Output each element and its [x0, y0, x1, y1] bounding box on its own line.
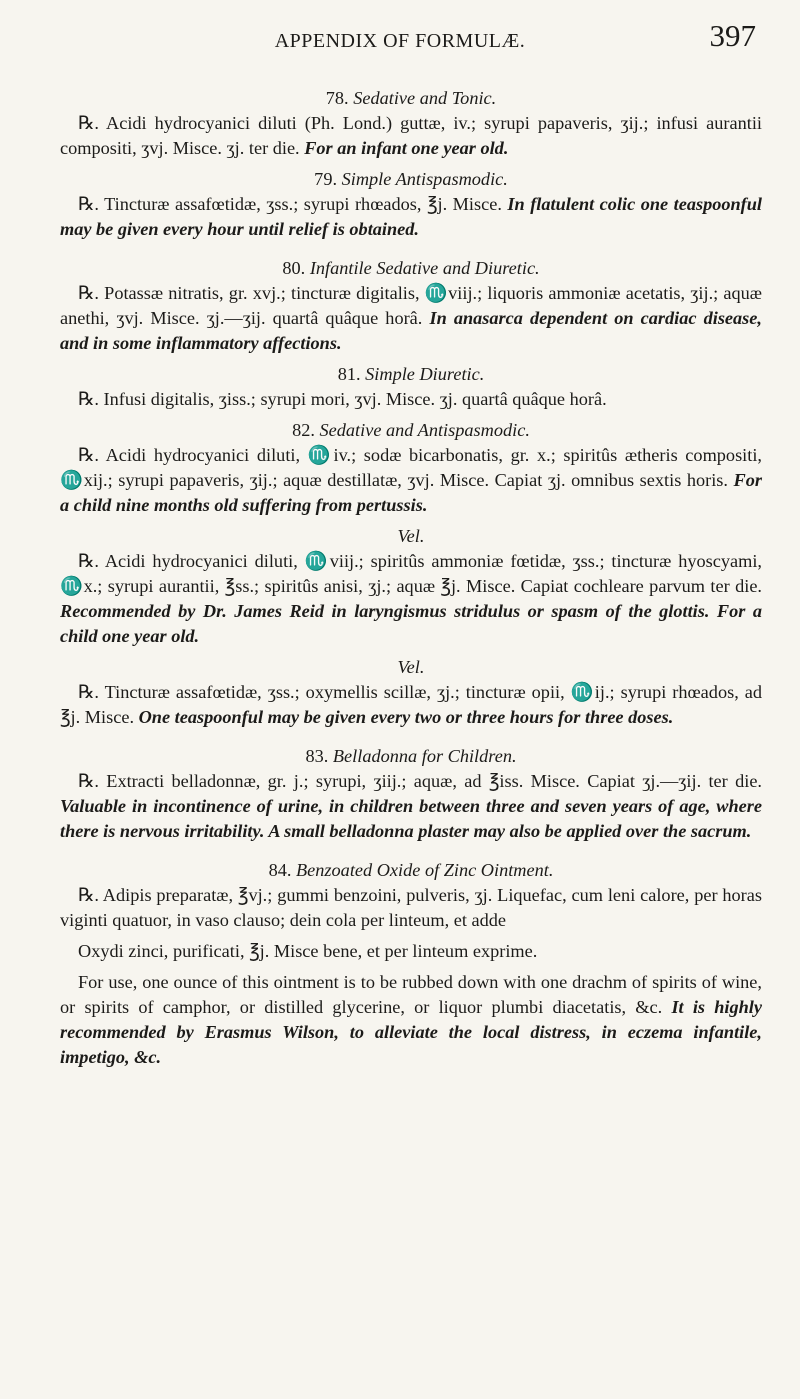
- entry-title-text: Simple Antispasmodic.: [341, 169, 508, 189]
- entry-number: 81.: [337, 364, 361, 384]
- formula-text: ℞. Infusi digitalis, ʒiss.; syrupi mori, ʒvj. Misce. ʒj. quartâ quâque horâ.: [78, 389, 607, 409]
- page-number: 397: [709, 18, 756, 53]
- formula-84-continuation: Oxydi zinci, purificati, ℥j. Misce bene, et per linteum exprime.: [78, 941, 538, 961]
- entry-title-text: Infantile Sedative and Diuretic.: [309, 258, 540, 278]
- vel-title-1: Vel.: [397, 526, 425, 546]
- entry-title-80: [60, 256, 762, 281]
- formula-use-text: For use, one ounce of this ointment is to be rubbed down with one drachm of spirits of wine, or spirits of camphor, or distilled glycerine, or liquor plumbi diacetatis, &c.: [60, 972, 762, 1017]
- formula-text: ℞. Extracti belladonnæ, gr. j.; syrupi, ʒiij.; aquæ, ad ℥iss. Misce. Capiat ʒj.—ʒij. ter die.: [78, 771, 762, 791]
- formula-vel-2: [60, 680, 762, 730]
- formula-text: ℞. Adipis preparatæ, ℥vj.; gummi benzoini, pulveris, ʒj. Liquefac, cum leni calore, per horas viginti quatuor, in vaso clauso; dein cola per linteum, et adde: [60, 885, 762, 930]
- formula-text: ℞. Acidi hydrocyanici diluti (Ph. Lond.) guttæ, iv.; syrupi papaveris, ʒij.; infusi aurantii compositi, ʒvj. Misce. ʒj. ter die.: [60, 113, 762, 158]
- entry-title-text: Sedative and Tonic.: [353, 88, 497, 108]
- entry-title-text: Benzoated Oxide of Zinc Ointment.: [296, 860, 554, 880]
- entry-title-text: Belladonna for Children.: [332, 746, 517, 766]
- formula-84-use: [60, 970, 762, 1070]
- formula-direction: For an infant one year old.: [304, 138, 509, 158]
- formula-text: ℞. Potassæ nitratis, gr. xvj.; tincturæ digitalis, ♏viij.; liquoris ammoniæ acetatis, ʒij.; aquæ anethi, ʒvj. Misce. ʒj.—ʒij. quartâ quâque horâ.: [60, 283, 762, 328]
- formula-84: [60, 883, 762, 933]
- page-content: [60, 86, 762, 1076]
- entry-number: 83.: [305, 746, 329, 766]
- formula-78: [60, 111, 762, 161]
- entry-number: 84.: [268, 860, 292, 880]
- page-header: [40, 18, 760, 58]
- entry-number: 78.: [325, 88, 349, 108]
- entry-title-text: Simple Diuretic.: [365, 364, 485, 384]
- formula-text: ℞. Tincturæ assafœtidæ, ʒss.; oxymellis scillæ, ʒj.; tincturæ opii, ♏ij.; syrupi rhœados, ad ℥j. Misce.: [60, 682, 762, 727]
- formula-direction: It is highly recommended by Erasmus Wilson, to alleviate the local distress, in eczema infantile, impetigo, &c.: [60, 997, 762, 1067]
- entry-title-84: [60, 858, 762, 883]
- entry-title-78: [60, 86, 762, 111]
- formula-direction: In anasarca dependent on cardiac disease, and in some inflammatory affections.: [60, 308, 762, 353]
- formula-81: [60, 387, 762, 412]
- entry-title-83: [60, 744, 762, 769]
- entry-title-82: [60, 418, 762, 443]
- formula-80: [60, 281, 762, 356]
- formula-direction: One teaspoonful may be given every two or three hours for three doses.: [138, 707, 674, 727]
- entry-title-81: [60, 362, 762, 387]
- entry-number: 82.: [292, 420, 315, 440]
- formula-vel-1: [60, 549, 762, 649]
- formula-82: [60, 443, 762, 518]
- formula-direction: For a child nine months old suffering from pertussis.: [60, 470, 762, 515]
- formula-text: ℞. Acidi hydrocyanici diluti, ♏viij.; spiritûs ammoniæ fœtidæ, ʒss.; tincturæ hyoscyami, ♏x.; syrupi aurantii, ℥ss.; spiritûs anisi, ʒj.; aquæ ℥j. Misce. Capiat cochleare parvum ter die.: [60, 551, 762, 596]
- formula-text: ℞. Tincturæ assafœtidæ, ʒss.; syrupi rhœados, ℥j. Misce.: [78, 194, 502, 214]
- entry-title-text: Sedative and Antispasmodic.: [319, 420, 530, 440]
- entry-number: 80.: [282, 258, 306, 278]
- formula-79: [60, 192, 762, 242]
- formula-text: ℞. Acidi hydrocyanici diluti, ♏iv.; sodæ bicarbonatis, gr. x.; spiritûs ætheris compositi, ♏xij.; syrupi papaveris, ʒij.; aquæ destillatæ, ʒvj. Misce. Capiat ʒj. omnibus sextis horis.: [60, 445, 762, 490]
- formula-direction: In flatulent colic one teaspoonful may be given every hour until relief is obtained.: [60, 194, 762, 239]
- formula-83: [60, 769, 762, 844]
- running-head: APPENDIX OF FORMULÆ.: [274, 30, 526, 52]
- entry-title-79: [60, 167, 762, 192]
- vel-title-2: Vel.: [397, 657, 425, 677]
- formula-direction: Valuable in incontinence of urine, in children between three and seven years of age, where there is nervous irritability. A small belladonna plaster may also be applied over the sacrum.: [60, 796, 762, 841]
- entry-number: 79.: [314, 169, 338, 189]
- formula-direction: Recommended by Dr. James Reid in laryngismus stridulus or spasm of the glottis. For a child one year old.: [60, 601, 762, 646]
